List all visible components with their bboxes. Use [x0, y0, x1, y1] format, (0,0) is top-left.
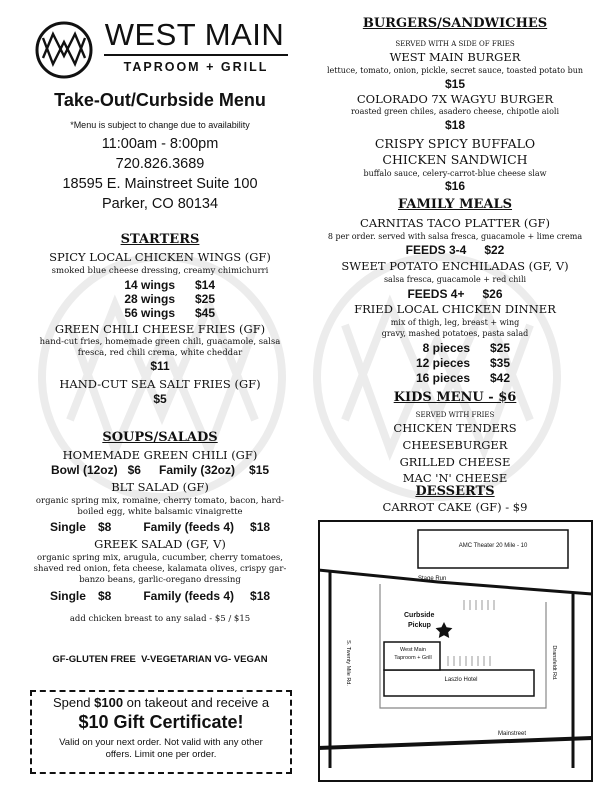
kids-item: MAC 'N' CHEESE	[402, 471, 508, 485]
burger-name: COLORADO 7X WAGYU BURGER	[356, 92, 554, 106]
wings-price: $25	[194, 292, 215, 306]
phone: 720.826.3689	[115, 156, 205, 172]
fries-desc-2: fresca, red chili crema, white cheddar	[77, 348, 243, 358]
chicken-option	[310, 356, 600, 371]
tacos-desc: 8 per order. served with salsa fresca, guacamole + lime crema	[327, 232, 583, 241]
blt-name: BLT SALAD (GF)	[111, 480, 209, 494]
chicken-options	[310, 341, 600, 386]
blt-family-price: $18	[250, 520, 271, 534]
starters-heading: STARTERS	[120, 232, 200, 247]
wings-desc: smoked blue cheese dressing, creamy chimichurri	[51, 266, 269, 276]
kids-sub: SERVED WITH FRIES	[415, 411, 495, 419]
enchiladas-price: $26	[482, 287, 503, 301]
map-dransfeldt-label: Dransfeldt Rd.	[551, 645, 557, 681]
chicken-price: $25	[489, 341, 510, 355]
promo-line-1	[30, 695, 292, 710]
chili-prices	[20, 463, 300, 477]
greek-desc-2: shaved red onion, feta cheese, kalamata olives, crispy gar-	[33, 564, 287, 574]
wings-price: $14	[194, 278, 215, 292]
wings-name: SPICY LOCAL CHICKEN WINGS (GF)	[49, 250, 271, 264]
chicken-price: $42	[489, 371, 510, 385]
blt-family: Family (feeds 4)	[143, 520, 235, 534]
enchiladas-desc: salsa fresca, guacamole + red chili	[383, 275, 527, 284]
dessert-item	[310, 500, 600, 514]
chicken-option	[310, 371, 600, 386]
wings-option	[20, 292, 300, 306]
laszlo-building	[384, 670, 534, 696]
brand-logo-icon	[34, 20, 94, 80]
greek-prices	[20, 589, 300, 603]
chicken-qty: 8 pieces	[422, 341, 470, 355]
buffalo-desc: buffalo sauce, celery-carrot-blue cheese slaw	[363, 169, 547, 178]
chicken-qty: 12 pieces	[415, 356, 470, 370]
chicken-qty: 16 pieces	[415, 371, 470, 385]
burger-desc: roasted green chiles, asadero cheese, chipotle aioli	[350, 107, 560, 116]
salad-addon: add chicken breast to any salad - $5 / $15	[69, 614, 251, 624]
greek-name: GREEK SALAD (GF, V)	[94, 537, 226, 551]
promo-text-a: Spend	[52, 695, 95, 710]
tacos-price: $22	[484, 243, 505, 257]
family-heading: FAMILY MEALS	[397, 197, 513, 212]
chicken-dinner-desc-1: mix of thigh, leg, breast + wing	[390, 318, 520, 327]
map-mainstreet-label: Mainstreet	[498, 731, 527, 737]
map-pickup-label-2: Pickup	[408, 622, 431, 629]
chili-family: Family (32oz)	[158, 463, 236, 477]
chili-bowl-price: $6	[127, 463, 141, 477]
buffalo-name-1: CRISPY SPICY BUFFALO	[374, 136, 536, 151]
chicken-dinner-name: FRIED LOCAL CHICKEN DINNER	[354, 302, 556, 316]
menu-note: *Menu is subject to change due to availability	[70, 120, 250, 130]
chicken-price: $35	[489, 356, 510, 370]
chili-name: HOMEMADE GREEN CHILI (GF)	[62, 448, 258, 462]
wings-option	[20, 306, 300, 320]
burger-name: WEST MAIN BURGER	[389, 50, 521, 64]
wings-option	[20, 278, 300, 292]
map-laszlo-label: Laszlo Hotel	[444, 677, 478, 683]
tacos-feeds: FEEDS 3-4	[405, 243, 467, 257]
tacos-name: CARNITAS TACO PLATTER (GF)	[360, 216, 550, 230]
promo-line-3: Valid on your next order. Not valid with any other	[59, 737, 263, 748]
buffalo-name-2: CHICKEN SANDWICH	[382, 152, 528, 167]
blt-desc-2: boiled egg, white balsamic vinaigrette	[77, 507, 243, 517]
brand-divider	[104, 54, 288, 56]
greek-family-price: $18	[250, 589, 271, 603]
blt-single-price: $8	[97, 520, 112, 534]
blt-single: Single	[49, 520, 86, 534]
theater-building	[418, 530, 568, 568]
wings-options	[20, 278, 300, 320]
kids-item: CHICKEN TENDERS	[393, 421, 517, 435]
chicken-option	[310, 341, 600, 356]
desserts-heading: DESSERTS	[415, 484, 495, 499]
address-line-1: 18595 E. Mainstreet Suite 100	[62, 176, 258, 192]
dessert-name: CARROT CAKE (GF)	[382, 500, 502, 514]
wings-qty: 28 wings	[124, 292, 175, 306]
wings-qty: 56 wings	[124, 306, 175, 320]
burgers-heading: BURGERS/SANDWICHES	[362, 16, 548, 31]
wings-qty: 14 wings	[124, 278, 175, 292]
blt-prices	[20, 520, 300, 534]
kids-item: CHEESEBURGER	[402, 438, 508, 452]
chili-family-price: $15	[249, 463, 270, 477]
kids-heading: KIDS MENU - $6	[393, 390, 517, 405]
promo-amount: $100	[94, 695, 124, 710]
greek-desc-1: organic spring mix, arugula, cucumber, cherry tomatoes,	[37, 553, 283, 563]
brand-name: WEST MAIN	[104, 17, 285, 52]
chicken-dinner-desc-2: gravy, mashed potatoes, pasta salad	[381, 329, 529, 338]
address-line-2: Parker, CO 80134	[101, 196, 219, 212]
salt-fries-price: $5	[153, 392, 167, 406]
diet-legend: GF-GLUTEN FREE V-VEGETARIAN VG- VEGAN	[52, 654, 268, 665]
kids-item: GRILLED CHEESE	[399, 455, 511, 469]
hours: 11:00am - 8:00pm	[101, 136, 219, 152]
page-title: Take-Out/Curbside Menu	[54, 90, 266, 110]
blt-desc-1: organic spring mix, romaine, cherry tomato, bacon, hard-	[35, 496, 285, 506]
burger-price: $18	[444, 118, 466, 132]
dessert-price: - $9	[501, 500, 528, 514]
greek-desc-3: banzo beans, garlic-oregano dressing	[79, 575, 241, 585]
map-west-main-label-2: Taproom + Grill	[394, 655, 432, 661]
buffalo-price: $16	[444, 179, 466, 193]
fries-desc-1: hand-cut fries, homemade green chili, guacamole, salsa	[39, 337, 281, 347]
map-west-main-label-1: West Main	[400, 647, 426, 653]
brand-sub: TAPROOM + GRILL	[123, 60, 269, 74]
burger-price: $15	[444, 77, 466, 91]
fries-price: $11	[150, 359, 170, 373]
greek-family: Family (feeds 4)	[143, 589, 235, 603]
promo-line-2: $10 Gift Certificate!	[78, 712, 244, 732]
soups-heading: SOUPS/SALADS	[102, 430, 218, 445]
enchiladas-feeds-row	[310, 287, 600, 301]
enchiladas-feeds: FEEDS 4+	[407, 287, 465, 301]
enchiladas-name: SWEET POTATO ENCHILADAS (GF, V)	[341, 259, 569, 273]
map-stage-run-label: Stage Run	[418, 576, 447, 582]
salt-fries-name: HAND-CUT SEA SALT FRIES (GF)	[59, 377, 261, 391]
greek-single: Single	[49, 589, 86, 603]
burgers-sub: SERVED WITH A SIDE OF FRIES	[395, 40, 515, 48]
promo-text-c: on takeout and receive a	[123, 695, 270, 710]
tacos-feeds-row	[310, 243, 600, 257]
map-twenty-mile-label: S. Twenty Mile Rd.	[345, 640, 351, 686]
promo-line-4: offers. Limit one per order.	[105, 749, 217, 760]
burger-desc: lettuce, tomato, onion, pickle, secret sauce, toasted potato bun	[326, 66, 584, 75]
map-pickup-label-1: Curbside	[404, 612, 435, 619]
greek-single-price: $8	[97, 589, 112, 603]
map-theater-label: AMC Theater 20 Mile - 10	[458, 543, 528, 549]
fries-name: GREEN CHILI CHEESE FRIES (GF)	[54, 322, 266, 336]
chili-bowl: Bowl (12oz)	[50, 463, 118, 477]
wings-price: $45	[194, 306, 215, 320]
